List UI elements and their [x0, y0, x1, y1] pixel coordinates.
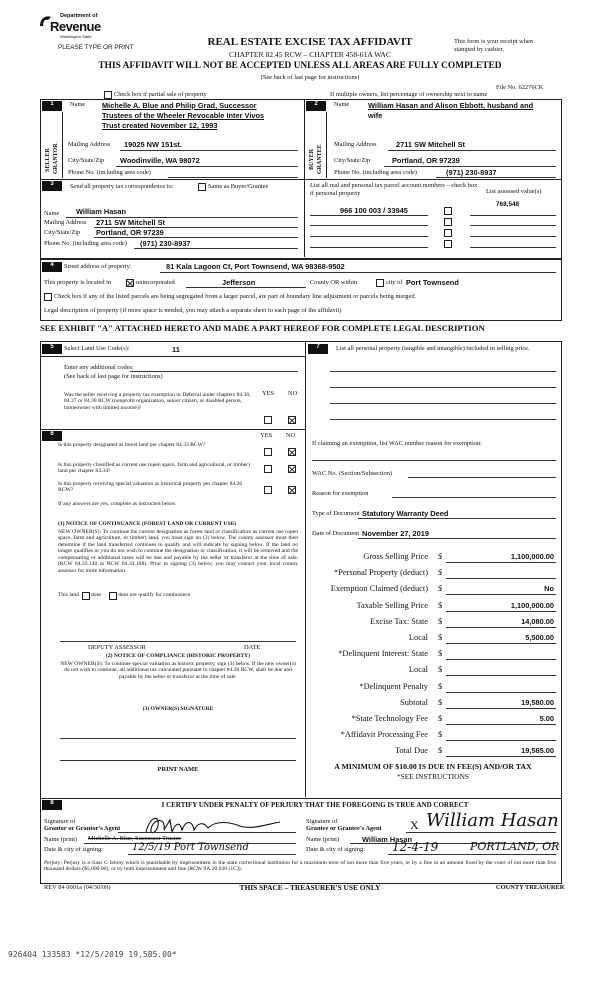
grantor-date-label: Date & city of signing: — [44, 846, 103, 853]
notice2-text: NEW OWNER(S): To continue special valuation as historic property, sign (3) below. If the new owner(s) do not wish to continue, all additional tax calculated pursuant to chapter 84.26 RCW, shall be due and payable by the seller or transferor at the time of sale. — [60, 661, 296, 680]
section-7-number: 7 — [308, 344, 328, 354]
financial-row-currency: $ — [438, 552, 443, 561]
seller-phone-label: Phone No. (including area code) — [68, 169, 151, 176]
corr-name-label: Name — [44, 210, 60, 217]
financial-row-currency: $ — [438, 681, 443, 691]
same-as-buyer-label: Same as Buyer/Grantee — [208, 183, 269, 190]
file-number: File No. 62276CK — [496, 84, 544, 91]
county-value: Jefferson — [222, 278, 256, 287]
logo-word: Revenue — [50, 19, 101, 34]
receipt-note: This form is your receipt when stamped by cashier. — [454, 38, 533, 53]
exhibit-line: SEE EXHIBIT "A" ATTACHED HERETO AND MADE A PART HEREOF FOR COMPLETE LEGAL DESCRIPTION — [40, 323, 485, 333]
grantor-date-value: 12/5/19 Port Townsend — [132, 842, 249, 853]
buyer-mailing-label: Mailing Address — [334, 141, 377, 148]
financial-row-currency: $ — [438, 633, 443, 642]
financial-row-value: 14,080.00 — [521, 616, 554, 626]
section-5-number: 5 — [42, 344, 62, 354]
parcel-1-personal-checkbox[interactable] — [444, 207, 452, 215]
buyer-city-value: Portland, OR 97239 — [392, 156, 460, 165]
certify-line: I CERTIFY UNDER PENALTY OF PERJURY THAT THE FOREGOING IS TRUE AND CORRECT — [161, 801, 469, 809]
notice2-title: (2) NOTICE OF COMPLIANCE (HISTORIC PROPERTY) — [105, 653, 251, 659]
city-of-label: city of — [386, 279, 403, 286]
s5-no-label: NO — [288, 390, 298, 397]
grantor-name-value: Michelle A. Blue, Successor Trustee — [88, 835, 182, 842]
form-chapter: CHAPTER 82.45 RCW – CHAPTER 458-61A WAC — [229, 50, 391, 59]
grantor-name-label: Name (print) — [44, 836, 78, 843]
county-or-label: County OR within — [310, 279, 358, 286]
s5-yes-label: YES — [262, 390, 275, 397]
grantor-sig-label1: Signature of — [44, 818, 76, 825]
s6-yes-label: YES — [260, 432, 273, 439]
partial-sale-label: Check box if partial sale of property — [114, 91, 207, 98]
current-use-question: Is this property classified as current use (open space, farm and agricultural, or timber) land per chapter 84.34? — [58, 462, 250, 475]
seller-label: SELLER — [45, 148, 51, 172]
financial-row-currency: $ — [438, 665, 443, 675]
city-value: Port Townsend — [406, 278, 459, 287]
instructions-note: (See back of last page for instructions) — [260, 74, 360, 81]
grantee-label: GRANTEE — [317, 144, 323, 174]
unincorporated-label: unincorporated — [136, 279, 175, 286]
financial-row-value: 5.00 — [539, 714, 554, 723]
parcel-2-personal-checkbox[interactable] — [444, 218, 452, 226]
multiple-owners-note: If multiple owners, list percentage of ownership next to name — [330, 91, 488, 98]
see-back-label: (See back of last page for instructions) — [64, 373, 163, 380]
seller-mailing-value: 19025 NW 151st. — [124, 140, 182, 149]
corr-city-label: City/State/Zip — [44, 229, 81, 236]
buyer-mailing-value: 2711 SW Mitchell St — [396, 140, 466, 149]
financial-row-label: Local — [408, 633, 428, 642]
personal-property-label: List all personal property (tangible and intangible) included in selling price. — [336, 345, 530, 352]
does-checkbox[interactable] — [82, 592, 90, 600]
seller-name-line1: Michelle A. Blue and Philip Grad, Successor — [102, 101, 257, 110]
logo-line1: Department of — [60, 13, 98, 19]
grantee-signature: William Hasan — [426, 810, 559, 831]
financial-row-value: 1,100,000.00 — [510, 552, 554, 561]
financial-row-label: Taxable Selling Price — [356, 600, 428, 610]
notice1-text: NEW OWNER(S): To continue the current designation as forest land or classification as current use (open space, farm and agriculture, or timber) land, you must sign on (3) below. The county assessor must then determine if the land transferred continues to qualify and will indicate by signing below. If the land no longer qualifies or you do not wish to continue the designation or classification, it will be removed and the compensating or additional taxes will be due and payable by the seller or transferor at the time of sale. (RCW 84.33.140 or RCW 84.34.108). Prior to signing (3) below, you may contact your local county assessor for more information. — [58, 529, 298, 574]
buyer-city-label: City/State/Zip — [334, 157, 371, 164]
doc-date-label: Date of Document — [312, 530, 360, 537]
financial-row-label: Subtotal — [400, 697, 428, 707]
parcel-number: 966 100 003 / 33945 — [340, 206, 408, 215]
financial-row-currency: $ — [438, 649, 443, 659]
corr-mailing-label: Mailing Address — [44, 219, 87, 226]
forest-no-checkbox[interactable] — [288, 448, 296, 456]
unincorporated-checkbox[interactable] — [126, 279, 134, 287]
county-treasurer: COUNTY TREASURER — [496, 884, 565, 891]
buyer-label: BUYER — [309, 148, 315, 170]
parcel-3-personal-checkbox[interactable] — [444, 229, 452, 237]
street-address-label: Street address of property: — [64, 263, 132, 270]
buyer-name-label: Name — [334, 101, 350, 108]
doc-date-value: November 27, 2019 — [362, 529, 429, 538]
financial-row-label: *Delinquent Penalty — [359, 681, 428, 691]
grantee-sig-label2: Grantee or Grantee's Agent — [306, 825, 382, 832]
assessed-value-label: List assessed value(s) — [486, 188, 542, 195]
section-3-number: 3 — [42, 181, 62, 191]
dor-logo — [38, 12, 100, 42]
deputy-assessor-label: DEPUTY ASSESSOR — [88, 644, 146, 651]
see-instructions: *SEE INSTRUCTIONS — [396, 772, 470, 781]
section-2-number: 2 — [306, 101, 326, 111]
additional-codes-label: Enter any additional codes: — [64, 364, 134, 371]
grantor-label: GRANTOR — [53, 143, 59, 174]
buyer-name-line1: William Hasan and Alison Ebbott, husband and — [368, 101, 534, 110]
financial-row-currency: $ — [438, 697, 443, 707]
corr-phone-value: (971) 230-8937 — [140, 239, 191, 248]
current-use-no-checkbox[interactable] — [288, 465, 296, 473]
wac-exemption-label: If claiming an exemption, list WAC number reason for exemption: — [312, 440, 482, 447]
financial-row-currency: $ — [438, 568, 443, 578]
seller-name-line2: Trustees of the Wheeler Revocable Inter Vivos — [102, 111, 265, 120]
if-yes-note: If any answers are yes, complete as instructed below. — [58, 501, 177, 507]
corr-name-value: William Hasan — [76, 207, 127, 216]
buyer-side-label — [306, 112, 327, 178]
forest-yes-checkbox[interactable] — [264, 448, 272, 456]
financial-row-value: 19,585.00 — [521, 746, 554, 756]
financial-row-label: *Delinquent Interest: State — [338, 649, 428, 659]
corr-mailing-value: 2711 SW Mitchell St — [96, 218, 166, 227]
financial-row-value: 19,580.00 — [521, 697, 554, 707]
buyer-phone-value: (971) 230-8937 — [446, 168, 497, 177]
grantee-name-value: William Hasan — [362, 835, 413, 844]
logo-line3: Washington State — [60, 34, 92, 39]
type-or-print: PLEASE TYPE OR PRINT — [58, 44, 134, 51]
treasurer-space: THIS SPACE – TREASURER'S USE ONLY — [239, 883, 381, 892]
same-as-buyer-checkbox[interactable] — [198, 183, 206, 191]
partial-sale-checkbox[interactable] — [104, 91, 112, 99]
exemption-question: Was the seller receiving a property tax exemption or Deferral under chapters 84.36, 84.37 or 84.38 RCW (nonprofit organization, senior citizen, or disabled person, homeowner with limited income)? — [64, 392, 251, 411]
does-not-label: does not qualify for continuance — [118, 592, 191, 598]
financial-row-label: Exemption Claimed (deduct) — [330, 584, 428, 594]
historic-question: Is this property receiving special valuation as historical property per chapter 84.26 RCW? — [58, 481, 243, 494]
rev-number: REV 84 0001a (04/30/09) — [44, 884, 111, 891]
seller-name-label: Name — [70, 101, 86, 108]
legal-description-label: Legal description of property (if more space is needed, you may attach a separate sheet to each page of the affidavit) — [44, 307, 342, 314]
this-land-label: This land — [58, 592, 79, 598]
seller-city-value: Woodinville, WA 98072 — [120, 156, 200, 165]
city-checkbox[interactable] — [376, 279, 384, 287]
doc-type-value: Statutory Warranty Deed — [362, 509, 449, 518]
land-use-label: Select Land Use Code(s): — [64, 345, 130, 352]
does-not-checkbox[interactable] — [109, 592, 117, 600]
parcel-4-personal-checkbox[interactable] — [444, 240, 452, 248]
perjury-note: Perjury: Perjury is a class C felony which is punishable by imprisonment in the state correctional institution for a maximum term of not more than five years, or by a fine in an amount fixed by the court of not more than five thousand dollars ($5,000.00), or by both imprisonment and fine (RCW 9A.20.020 (1C)). — [44, 860, 556, 873]
financial-row-currency: $ — [438, 714, 443, 723]
buyer-name-line2: wife — [368, 111, 383, 120]
minimum-note: A MINIMUM OF $10.00 IS DUE IN FEE(S) AND/OR TAX — [334, 762, 532, 771]
current-use-yes-checkbox[interactable] — [264, 465, 272, 473]
financial-row-value: 1,100,000.00 — [510, 600, 554, 610]
seller-mailing-label: Mailing Address — [68, 141, 111, 148]
owner-signature-label: (3) OWNER(S) SIGNATURE — [142, 706, 214, 712]
financial-row-label: Total Due — [394, 746, 428, 756]
segregated-label: Check box if any of the listed parcels are being segregated from a larger parcel, are part of boundary line adjustment or parcels being merged. — [54, 293, 417, 300]
wac-number-label: WAC No. (Section/Subsection) — [312, 470, 393, 477]
financial-row-value: 5,500.00 — [525, 633, 554, 642]
s6-no-label: NO — [286, 432, 296, 439]
financial-row-label: Excise Tax: State — [370, 616, 428, 626]
warning-line: THIS AFFIDAVIT WILL NOT BE ACCEPTED UNLESS ALL AREAS ARE FULLY COMPLETED — [98, 61, 502, 71]
land-use-value: 11 — [172, 345, 180, 354]
located-label: This property is located in — [44, 279, 112, 286]
financial-row-currency: $ — [438, 600, 443, 610]
exemption-yes-checkbox[interactable] — [264, 416, 272, 424]
street-address-value: 81 Kala Lagoon Ct, Port Townsend, WA 98368-9502 — [166, 262, 345, 271]
grantee-sig-label1: Signature of — [306, 818, 338, 825]
grantee-name-label: Name (print) — [306, 836, 340, 843]
historic-no-checkbox[interactable] — [288, 486, 296, 494]
corr-phone-label: Phone No. (including area code) — [44, 240, 127, 247]
parcel-list-label: List all real and personal tax parcel account numbers – check box if personal property — [310, 182, 478, 197]
grantor-sig-label2: Grantor or Grantor's Agent — [44, 825, 121, 832]
buyer-phone-label: Phone No. (including area code) — [334, 169, 417, 176]
seller-city-label: City/State/Zip — [68, 157, 105, 164]
financial-row-currency: $ — [438, 746, 443, 756]
financial-row-label: *Personal Property (deduct) — [334, 568, 428, 578]
financial-row-value: No — [544, 584, 554, 594]
seller-name-line3: Trust created November 12, 1993 — [102, 121, 218, 130]
section-1-number: 1 — [42, 101, 62, 111]
section-6-number: 6 — [42, 431, 62, 441]
financial-row-label: Local — [408, 665, 428, 675]
section-8-number: 8 — [42, 800, 62, 810]
grantee-city-value: PORTLAND, OR — [470, 840, 560, 853]
assessor-date-label: DATE — [244, 644, 261, 651]
notice1-title: (1) NOTICE OF CONTINUANCE (FOREST LAND OR CURRENT USE) — [58, 521, 237, 527]
financial-row-label: *State Technology Fee — [351, 714, 428, 723]
does-label: does — [91, 592, 102, 598]
seller-side-label — [42, 112, 63, 178]
grantee-date-value: 12-4-19 — [392, 840, 439, 854]
financial-row-label: *Affidavit Processing Fee — [340, 730, 428, 740]
financial-row-label: Gross Selling Price — [363, 552, 428, 561]
financial-row-currency: $ — [438, 616, 443, 626]
assessed-value: 768,548 — [496, 201, 520, 208]
send-correspondence-label: Send all property tax correspondence to: — [70, 183, 174, 190]
corr-city-value: Portland, OR 97239 — [96, 228, 164, 237]
historic-yes-checkbox[interactable] — [264, 486, 272, 494]
form-title: REAL ESTATE EXCISE TAX AFFIDAVIT — [207, 36, 413, 48]
financial-row-currency: $ — [438, 584, 443, 594]
section-4-number: 4 — [42, 262, 62, 272]
print-name-label: PRINT NAME — [157, 766, 199, 773]
exemption-no-checkbox[interactable] — [288, 416, 296, 424]
financial-row-currency: $ — [438, 730, 443, 740]
grantee-date-label: Date & city of signing: — [306, 846, 365, 853]
reason-label: Reason for exemption — [312, 490, 369, 497]
segregated-checkbox[interactable] — [44, 293, 52, 301]
forest-question: Is this property designated as forest land per chapter 84.33 RCW? — [58, 442, 206, 448]
grantee-sig-x: X — [410, 818, 419, 832]
payment-stamp: 926404 133583 *12/5/2019 19,585.00* — [8, 950, 177, 959]
doc-type-label: Type of Document — [312, 510, 360, 517]
